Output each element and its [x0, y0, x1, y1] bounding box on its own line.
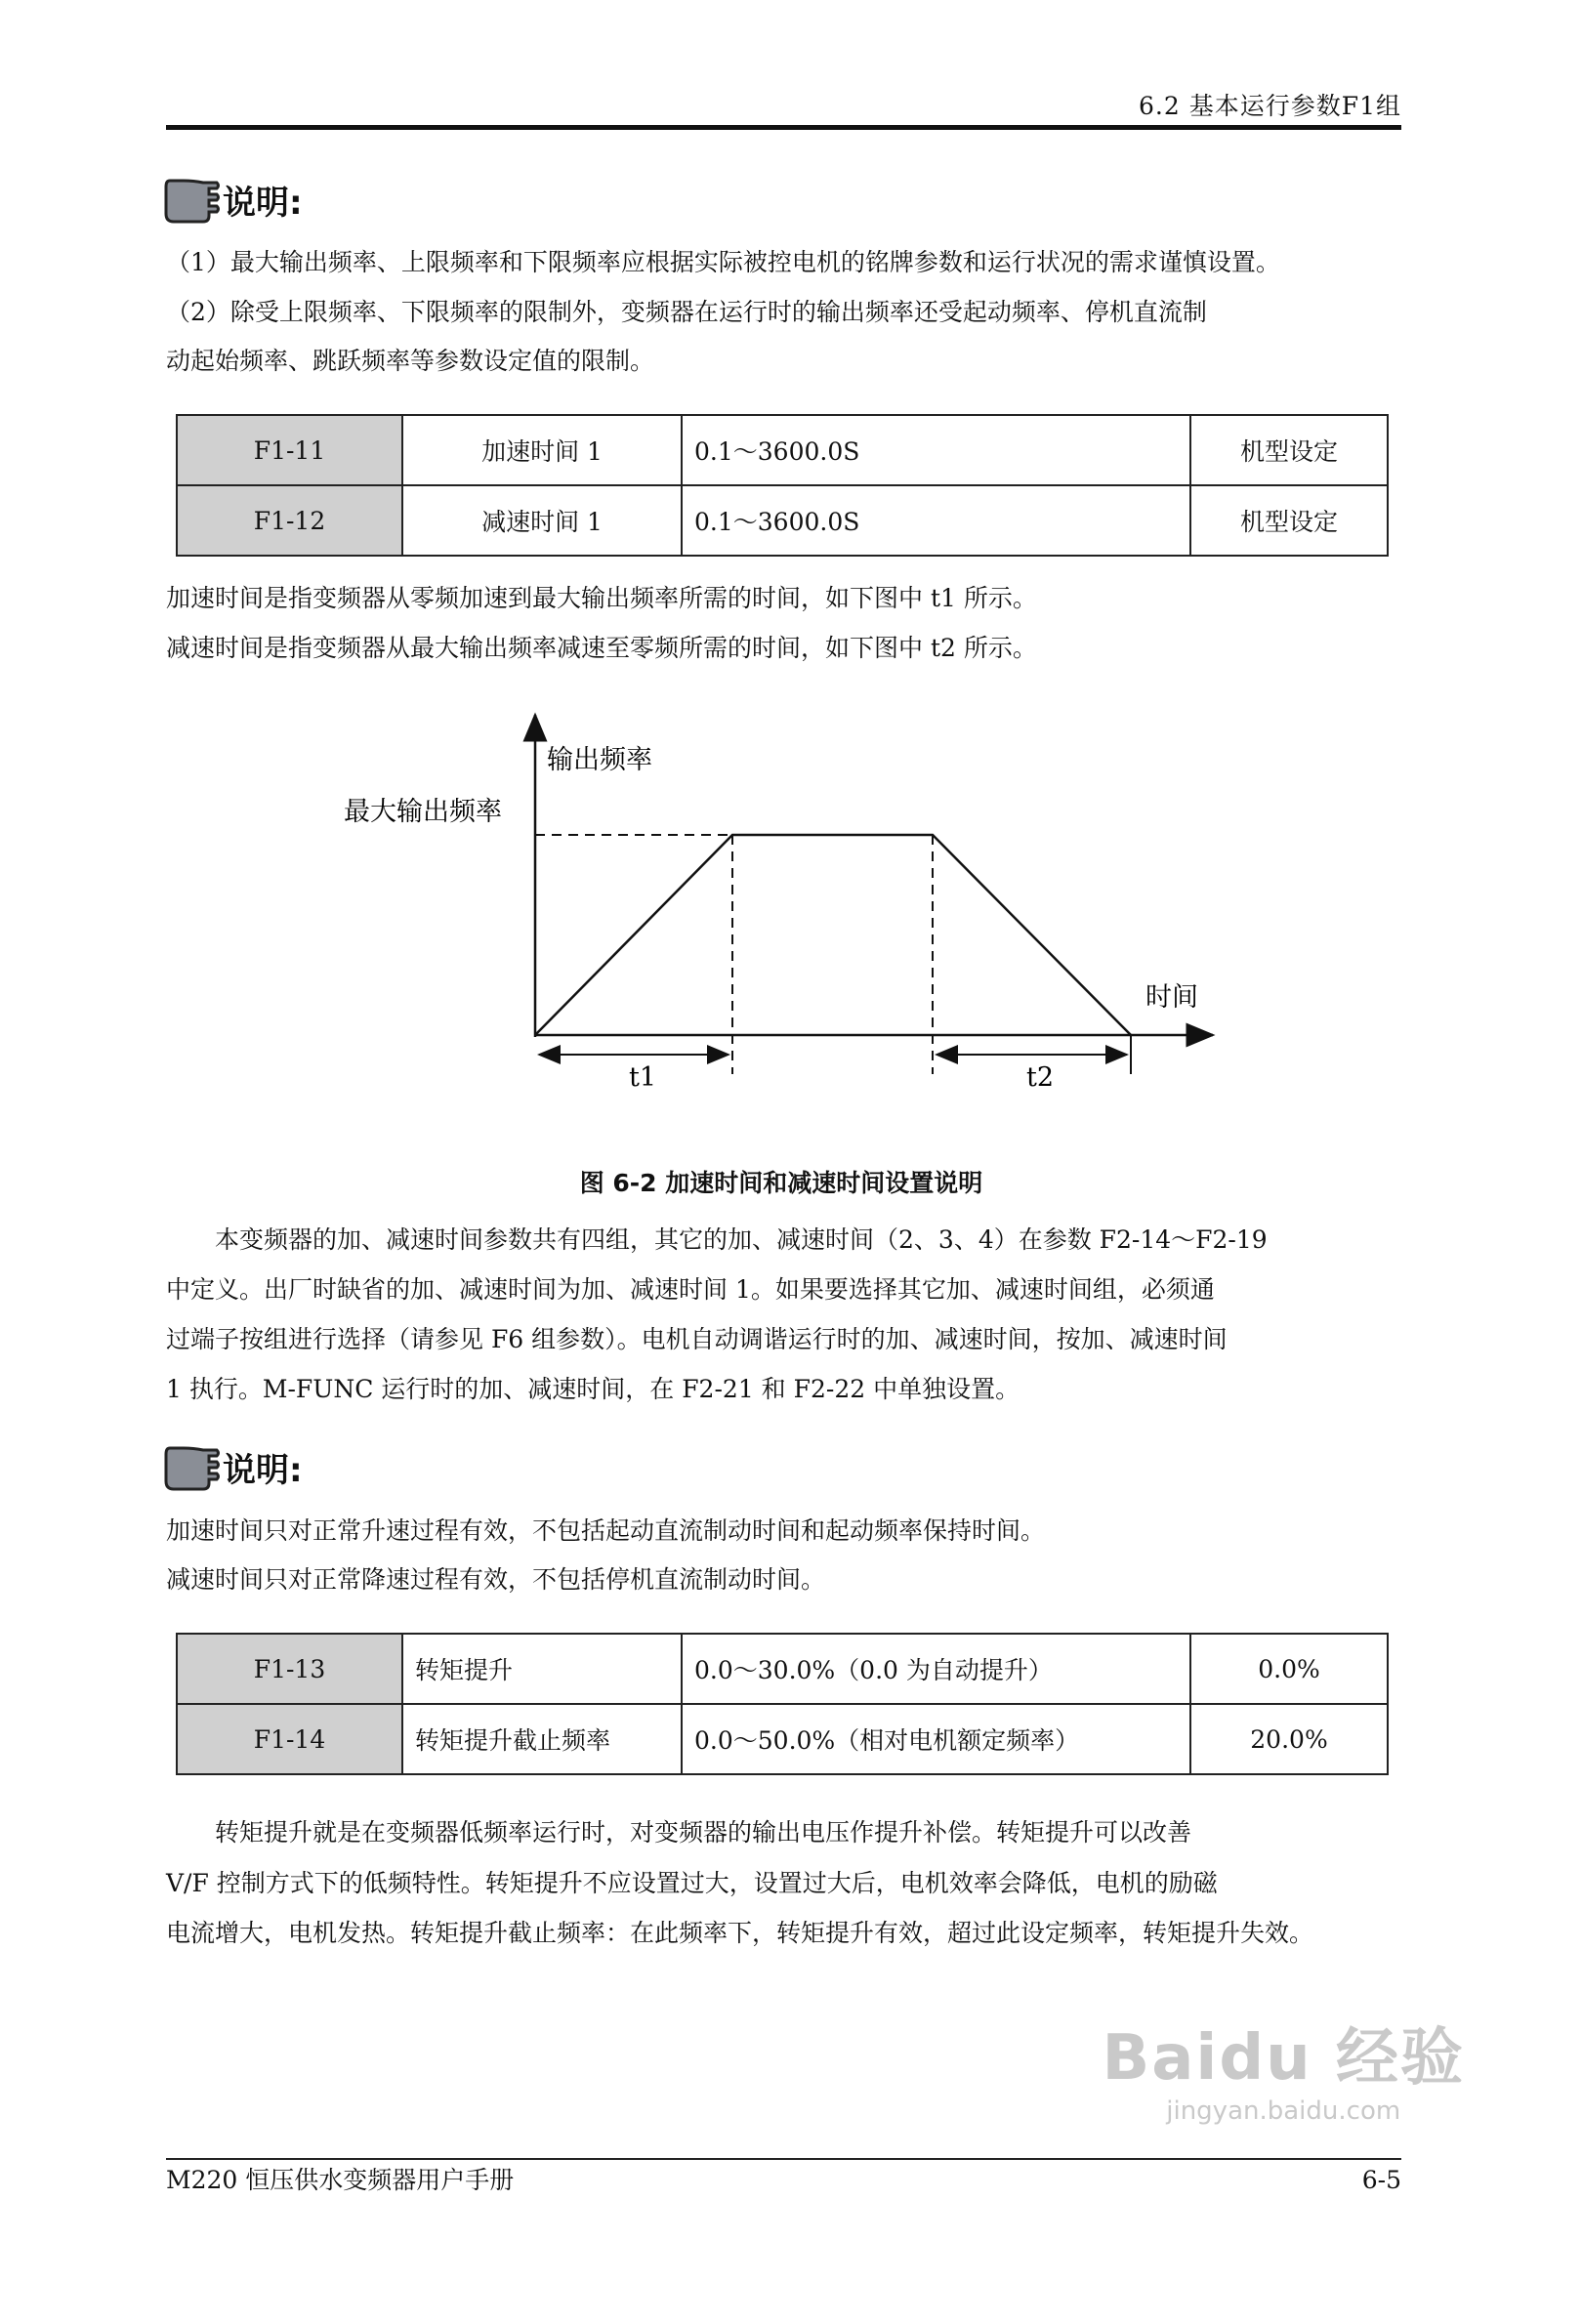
param-code: F1-13: [177, 1634, 402, 1704]
t2-label: t2: [1026, 1062, 1055, 1093]
t1-label: t1: [629, 1062, 657, 1093]
param-range: 0.0～30.0%（0.0 为自动提升）: [682, 1634, 1190, 1704]
para-line: 转矩提升就是在变频器低频率运行时，对变频器的输出电压作提升补偿。转矩提升可以改善: [215, 1818, 1192, 1847]
param-range: 0.0～50.0%（相对电机额定频率）: [682, 1704, 1190, 1774]
pointing-hand-icon: [164, 1444, 221, 1491]
param-default: 0.0%: [1190, 1634, 1388, 1704]
footer-manual-title: M220 恒压供水变频器用户手册: [166, 2166, 515, 2194]
desc-line: 加速时间是指变频器从零频加速到最大输出频率所需的时间，如下图中 t1 所示。: [166, 584, 1037, 612]
table-row: [177, 1704, 1388, 1774]
param-default: 机型设定: [1190, 485, 1388, 556]
section-header: 6.2 基本运行参数F1组: [1139, 92, 1401, 120]
note-heading: [164, 1443, 303, 1491]
param-default: 20.0%: [1190, 1704, 1388, 1774]
watermark-logo: Baidu 经验: [1102, 2022, 1465, 2095]
para-line: 中定义。出厂时缺省的加、减速时间为加、减速时间 1。如果要选择其它加、减速时间组，必须通: [166, 1275, 1215, 1304]
param-name: 转矩提升截止频率: [402, 1704, 682, 1774]
watermark-url: jingyan.baidu.com: [1166, 2096, 1401, 2126]
x-axis-label: 时间: [1145, 982, 1198, 1013]
param-default: 机型设定: [1190, 415, 1388, 485]
note-line: 减速时间只对正常降速过程有效，不包括停机直流制动时间。: [166, 1565, 826, 1594]
frequency-curve: [535, 835, 1131, 1035]
footer-rule: [166, 2158, 1401, 2160]
param-name: 加速时间 1: [402, 415, 682, 485]
table-row: [177, 1634, 1388, 1704]
y-axis-label: 输出频率: [547, 745, 652, 775]
param-range: 0.1～3600.0S: [682, 415, 1190, 485]
param-range: 0.1～3600.0S: [682, 485, 1190, 556]
para-line: 1 执行。M-FUNC 运行时的加、减速时间，在 F2-21 和 F2-22 中单独设置。: [166, 1375, 1020, 1403]
param-code: F1-12: [177, 485, 402, 556]
max-freq-label: 最大输出频率: [344, 797, 502, 827]
para-line: V/F 控制方式下的低频特性。转矩提升不应设置过大，设置过大后，电机效率会降低，电机的励磁: [166, 1869, 1218, 1897]
para-line: 过端子按组进行选择（请参见 F6 组参数）。电机自动调谐运行时的加、减速时间，按加、减速时间: [166, 1325, 1228, 1353]
para-line: 本变频器的加、减速时间参数共有四组，其它的加、减速时间（2、3、4）在参数 F2-14～F2-19: [215, 1225, 1268, 1254]
param-name: 转矩提升: [402, 1634, 682, 1704]
note-line: （2）除受上限频率、下限频率的限制外，变频器在运行时的输出频率还受起动频率、停机直流制: [166, 298, 1207, 326]
desc-line: 减速时间是指变频器从最大输出频率减速至零频所需的时间，如下图中 t2 所示。: [166, 634, 1037, 662]
note-line: （1）最大输出频率、上限频率和下限频率应根据实际被控电机的铭牌参数和运行状况的需求谨慎设置。: [166, 248, 1280, 276]
param-table-torque: [176, 1633, 1389, 1775]
note-line: 动起始频率、跳跃频率等参数设定值的限制。: [166, 347, 655, 375]
baidu-watermark: [1102, 2021, 1465, 2127]
para-line: 电流增大，电机发热。转矩提升截止频率：在此频率下，转矩提升有效，超过此设定频率，转矩提升失效。: [166, 1919, 1314, 1947]
param-code: F1-14: [177, 1704, 402, 1774]
note-title: 说明:: [223, 184, 303, 223]
note-title: 说明:: [223, 1451, 303, 1490]
param-name: 减速时间 1: [402, 485, 682, 556]
figure-caption: 图 6-2 加速时间和减速时间设置说明: [579, 1169, 983, 1197]
note-line: 加速时间只对正常升速过程有效，不包括起动直流制动时间和起动频率保持时间。: [166, 1516, 1046, 1545]
page-number: 6-5: [1361, 2166, 1401, 2194]
param-code: F1-11: [177, 415, 402, 485]
